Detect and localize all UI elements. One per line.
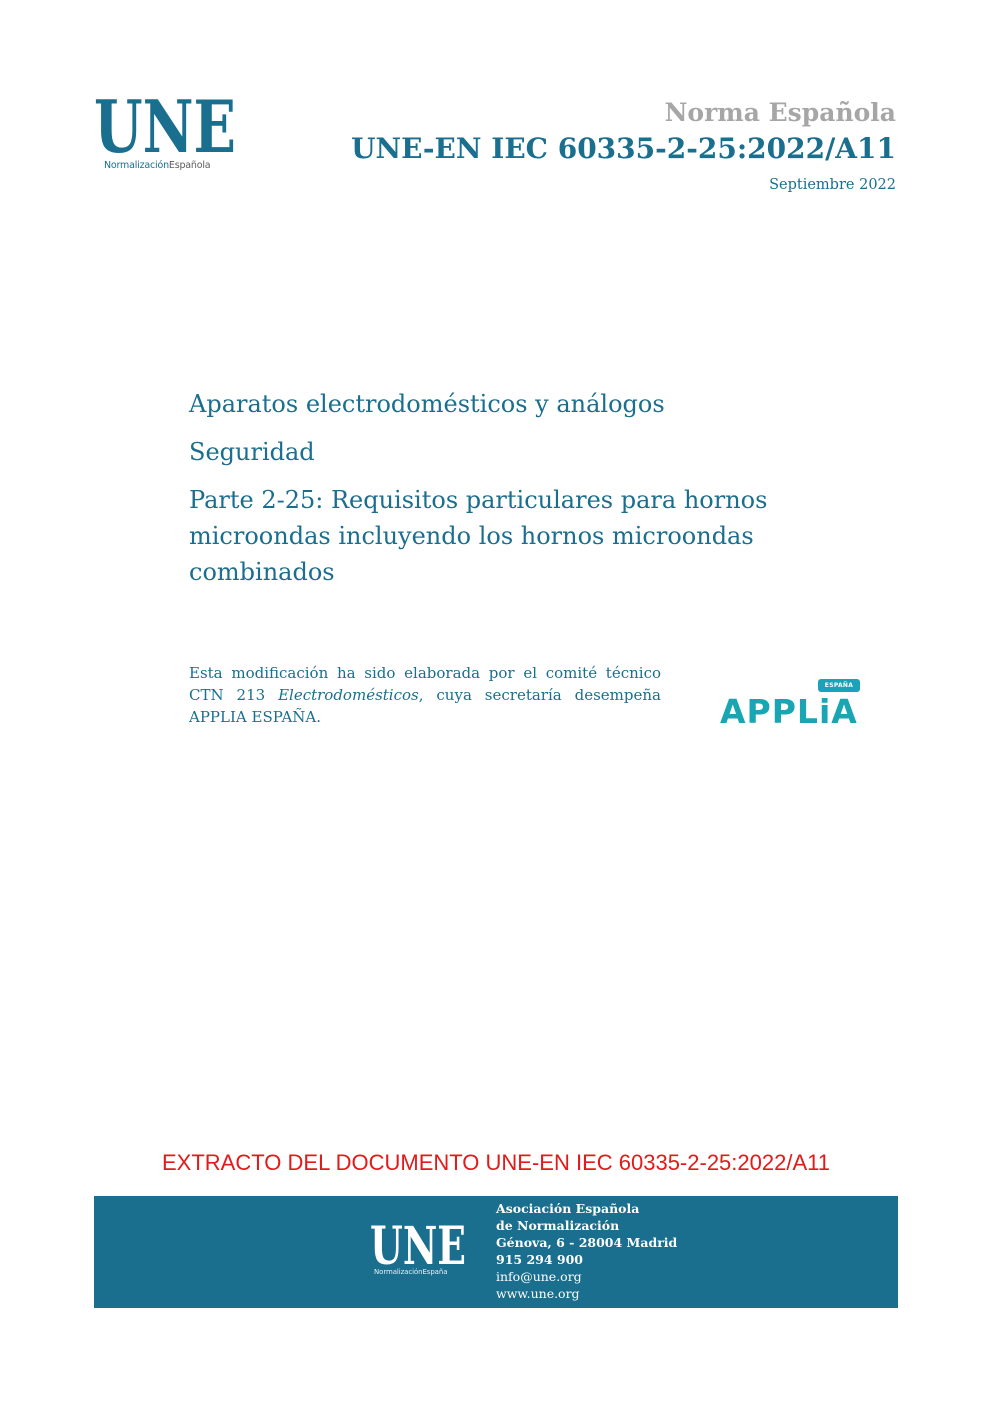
footer-logo-tagline: NormalizaciónEspaña bbox=[374, 1268, 448, 1276]
footer-email[interactable]: info@une.org bbox=[496, 1269, 582, 1284]
committee-text-after: , cuya secretaría desempeña APPLIA ESPAÑA. bbox=[189, 686, 661, 726]
title-line-3: Parte 2-25: Requisitos particulares para hornos microondas incluyendo los hornos microondas combinados bbox=[189, 486, 768, 586]
extract-heading: EXTRACTO DEL DOCUMENTO UNE-EN IEC 60335-2-25:2022/A11 bbox=[162, 1150, 830, 1175]
applia-wordmark: APPLiA bbox=[720, 692, 858, 731]
une-logo-text: UNE bbox=[94, 92, 236, 160]
footer-une-logo-text: UNE bbox=[370, 1220, 466, 1268]
footer-address: Génova, 6 - 28004 Madrid bbox=[496, 1235, 678, 1250]
footer-phone: 915 294 900 bbox=[496, 1252, 583, 1267]
footer-une-logo bbox=[370, 1220, 470, 1280]
logo-tagline-espanola: Española bbox=[168, 160, 211, 171]
committee-statement bbox=[189, 662, 661, 728]
footer-org-line-2: de Normalización bbox=[496, 1218, 620, 1233]
footer-une-logo-mark bbox=[370, 1220, 470, 1268]
une-logo-tagline bbox=[104, 160, 210, 171]
footer-website[interactable]: www.une.org bbox=[496, 1286, 580, 1301]
standard-code: UNE-EN IEC 60335-2-25:2022/A11 bbox=[351, 132, 896, 165]
une-logo bbox=[94, 92, 239, 174]
norma-espanola-label: Norma Española bbox=[664, 98, 896, 127]
title-line-1: Aparatos electrodomésticos y análogos bbox=[189, 390, 665, 418]
footer-band bbox=[94, 1196, 898, 1308]
publication-date: Septiembre 2022 bbox=[769, 177, 896, 193]
title-line-2: Seguridad bbox=[189, 438, 315, 466]
footer-org-line-1: Asociación Española bbox=[496, 1201, 640, 1216]
applia-logo bbox=[718, 678, 864, 734]
une-logo-mark bbox=[94, 92, 239, 160]
committee-name: Electrodomésticos bbox=[278, 686, 419, 704]
committee-text-before: Esta modificación ha sido elaborada por el comité técnico CTN 213 bbox=[189, 664, 661, 704]
logo-tagline-normalizacion: Normalización bbox=[104, 160, 169, 171]
applia-badge: ESPAÑA bbox=[818, 679, 860, 692]
document-title bbox=[189, 386, 829, 602]
footer-contact-block bbox=[496, 1200, 677, 1302]
